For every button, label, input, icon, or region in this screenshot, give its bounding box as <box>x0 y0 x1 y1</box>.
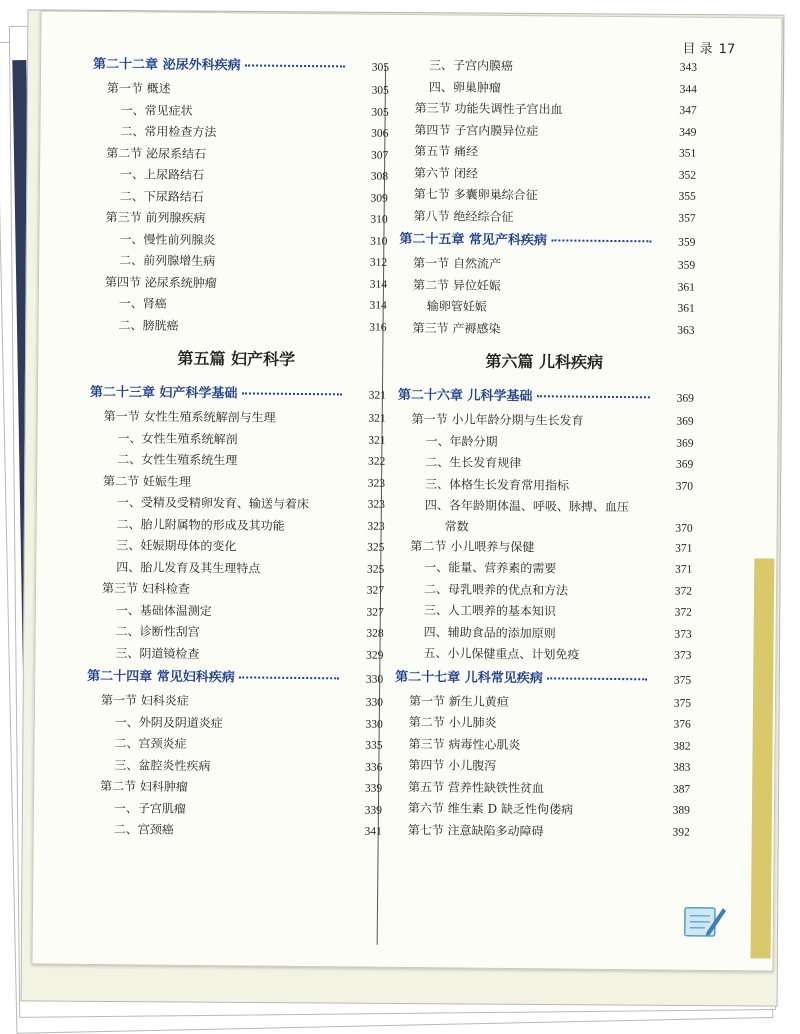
toc-section <box>86 406 386 430</box>
toc-page-number: 389 <box>672 804 691 817</box>
toc-item <box>397 76 697 100</box>
toc-page-number: 347 <box>679 104 697 117</box>
dotted-leader <box>242 378 342 395</box>
memo-pencil-icon <box>683 902 727 940</box>
toc-entry-title: 三、妊娠期母体的变化 <box>116 538 237 554</box>
toc-entry-title: 四、卵巢肿瘤 <box>428 79 501 95</box>
toc-page-number: 335 <box>365 739 383 752</box>
toc-section <box>390 776 690 800</box>
toc-section <box>89 78 389 102</box>
toc-entry-title: 第二节 妊娠生理 <box>103 473 191 489</box>
toc-entry-title: 第三节 妇科检查 <box>101 581 190 596</box>
dotted-leader <box>551 225 651 242</box>
toc-item <box>82 733 382 757</box>
toc-entry-title: 第四节 小儿腹泻 <box>408 758 497 773</box>
toc-page-number: 309 <box>370 192 388 205</box>
toc-item <box>83 711 383 735</box>
toc-entry-title: 第八节 绝经综合征 <box>413 208 514 224</box>
toc-page-number: 359 <box>677 259 696 272</box>
toc-entry-title: 第三节 产褥感染 <box>412 320 501 336</box>
toc-section <box>396 162 696 186</box>
toc-page-number: 375 <box>673 674 692 687</box>
toc-entry-title: 一、基础体温测定 <box>115 602 212 618</box>
toc-page-number: 310 <box>370 235 388 248</box>
toc-entry-title: 一、子宫肌瘤 <box>113 800 187 816</box>
toc-page-number: 306 <box>371 127 389 140</box>
toc-entry-title: 二、下尿路结石 <box>119 188 204 204</box>
toc-section <box>390 798 690 822</box>
toc-entry-title: 第二节 妇科肿瘤 <box>100 779 189 794</box>
toc-entry-title: 第一节 自然流产 <box>413 256 502 271</box>
toc-entry-title: 第五篇 妇产科学 <box>177 348 296 369</box>
toc-item <box>88 164 388 188</box>
toc-page-number: 369 <box>675 458 694 471</box>
toc-item <box>85 513 385 537</box>
toc-page-number: 328 <box>366 627 384 640</box>
toc-entry-title: 第二节 异位妊娠 <box>412 277 501 293</box>
toc-page-number: 327 <box>366 606 384 619</box>
toc-page-number: 321 <box>368 389 386 402</box>
toc-section <box>87 271 387 295</box>
toc-page <box>31 10 782 971</box>
toc-entry-title: 一、女性生殖系统解剖 <box>117 430 238 446</box>
toc-chapter <box>89 52 389 81</box>
toc-section <box>394 409 694 433</box>
toc-entry-title: 一、肾癌 <box>118 296 167 311</box>
toc-page-number: 373 <box>674 628 692 641</box>
toc-entry-title: 第二十二章 泌尿外科疾病 <box>93 56 241 74</box>
toc-section <box>390 755 690 779</box>
toc-entry-title: 一、慢性前列腺炎 <box>119 231 216 247</box>
toc-entry-title: 二、前列腺增生病 <box>119 253 216 269</box>
toc-page-number: 361 <box>677 302 695 315</box>
toc-section <box>392 535 692 559</box>
toc-page-number: 344 <box>679 83 697 96</box>
toc-item <box>84 621 384 645</box>
toc-page-number: 339 <box>364 782 383 795</box>
toc-entry-title: 第二十六章 儿科学基础 <box>397 387 533 405</box>
toc-page-number: 323 <box>367 477 386 490</box>
toc-chapter <box>391 664 691 693</box>
toc-section <box>391 712 691 736</box>
toc-entry-title: 一、上尿路结石 <box>119 167 205 183</box>
toc-entry-title: 第二十三章 妇产科学基础 <box>89 384 238 402</box>
toc-page-number: 339 <box>364 804 382 817</box>
toc-item <box>88 121 388 145</box>
toc-page-number: 351 <box>678 147 697 160</box>
toc-chapter <box>394 383 694 412</box>
toc-entry-title: 第二节 小儿肺炎 <box>408 715 497 730</box>
dotted-leader <box>239 662 339 679</box>
toc-page-number: 373 <box>674 649 692 662</box>
toc-entry-title: 一、外阴及阴道炎症 <box>114 714 223 730</box>
toc-entry-title: 第一节 新生儿黄疸 <box>408 693 509 709</box>
toc-entry-title: 常数 <box>444 518 469 534</box>
toc-item <box>87 228 387 252</box>
toc-section <box>396 119 696 143</box>
toc-entry-title: 二、诊断性刮宫 <box>115 624 200 640</box>
toc-page-number: 327 <box>366 584 385 597</box>
toc-item <box>89 99 389 123</box>
toc-item <box>392 557 692 581</box>
toc-page-number: 325 <box>367 541 385 554</box>
toc-entry-title: 四、辅助食品的添加原则 <box>423 624 556 640</box>
toc-item <box>393 430 693 454</box>
toc-entry-title: 第二节 泌尿系结石 <box>106 145 207 161</box>
toc-page-number: 310 <box>370 213 388 226</box>
toc-section <box>390 733 690 757</box>
toc-section <box>391 690 691 714</box>
toc-page-number: 307 <box>370 149 389 162</box>
toc-entry-title: 二、常用检查方法 <box>120 124 217 140</box>
toc-entry-title: 第六节 闭经 <box>413 165 478 181</box>
toc-entry-title: 第三节 病毒性心肌炎 <box>408 736 521 752</box>
toc-page-number: 316 <box>369 321 387 334</box>
toc-entry-title: 第七节 多囊卵巢综合征 <box>413 187 538 203</box>
toc-entry-title: 三、子宫内膜癌 <box>429 58 514 73</box>
toc-item <box>392 578 692 602</box>
toc-right-column <box>390 55 698 844</box>
toc-entry-title: 第四节 子宫内膜异位症 <box>414 122 539 138</box>
toc-entry-title: 第六节 维生素 D 缺乏性佝偻病 <box>407 801 574 817</box>
toc-page-number: 382 <box>673 740 691 753</box>
toc-page-number: 352 <box>678 169 697 182</box>
toc-entry-title: 第二十七章 儿科常见疾病 <box>395 669 543 686</box>
toc-entry-title: 第一节 妇科炎症 <box>100 693 189 708</box>
toc-item <box>395 296 695 320</box>
toc-section <box>397 98 697 122</box>
toc-page-number: 330 <box>365 696 384 709</box>
toc-entry-title: 第三节 前列腺疾病 <box>105 210 206 226</box>
toc-page-number: 361 <box>677 281 696 294</box>
toc-entry-title: 第四节 泌尿系统肿瘤 <box>104 274 217 290</box>
toc-page-number: 321 <box>368 434 386 447</box>
toc-entry-title: 一、受精及受精卵发育、输送与着床 <box>116 495 309 512</box>
toc-page-number: 369 <box>676 415 694 428</box>
toc-item <box>85 427 385 451</box>
toc-entry-title: 第二十四章 常见妇科疾病 <box>87 668 235 686</box>
toc-page-number: 321 <box>368 412 386 425</box>
toc-page-number: 372 <box>674 606 692 619</box>
toc-chapter <box>83 664 383 693</box>
toc-section <box>88 207 388 231</box>
toc-page-number: 371 <box>674 563 693 576</box>
toc-entry-title: 二、生长发育规律 <box>425 455 522 471</box>
header-label: 目 录 <box>682 41 713 57</box>
toc-entry-title: 三、阴道镜检查 <box>115 645 200 661</box>
page-header <box>682 38 735 58</box>
toc-item <box>86 314 386 338</box>
toc-part-heading <box>394 339 694 386</box>
toc-part-heading <box>86 336 386 383</box>
toc-section <box>396 184 696 208</box>
toc-page-number: 359 <box>678 236 696 249</box>
toc-section <box>84 578 384 602</box>
toc-item <box>87 293 387 317</box>
toc-page-number: 369 <box>676 392 694 405</box>
toc-page-number: 305 <box>371 84 389 97</box>
toc-item <box>82 797 382 821</box>
toc-entry-title: 一、常见症状 <box>120 102 193 118</box>
dotted-leader <box>547 663 647 680</box>
dotted-leader <box>537 381 650 398</box>
toc-page-number: 392 <box>672 826 690 839</box>
toc-entry-title: 第一节 女性生殖系统解剖与生理 <box>103 409 276 425</box>
toc-page-number: 343 <box>679 61 698 74</box>
toc-page-number: 323 <box>367 498 385 511</box>
toc-section <box>85 470 385 494</box>
toc-page-number: 375 <box>673 697 692 710</box>
toc-left-column <box>82 52 390 843</box>
toc-page-number: 372 <box>674 585 693 598</box>
toc-page-number: 363 <box>677 324 695 337</box>
toc-entry-title: 一、年龄分期 <box>425 433 498 449</box>
toc-page-number: 336 <box>365 761 383 774</box>
toc-entry-title: 第七节 注意缺陷多动障碍 <box>407 822 544 838</box>
toc-entry-title: 第三节 功能失调性子宫出血 <box>414 101 563 117</box>
toc-item <box>82 819 382 843</box>
toc-page-number: 330 <box>365 718 383 731</box>
toc-entry-title: 第六篇 儿科疾病 <box>485 351 604 372</box>
toc-item <box>393 473 693 497</box>
toc-section <box>83 690 383 714</box>
toc-page-number: 305 <box>371 61 390 74</box>
toc-page-number: 322 <box>367 455 386 468</box>
dotted-leader <box>245 50 345 67</box>
toc-page-number: 314 <box>369 278 388 291</box>
toc-page-number: 387 <box>672 783 691 796</box>
toc-section <box>390 819 690 843</box>
toc-item <box>397 55 697 79</box>
page-edge-tint <box>751 558 775 958</box>
toc-page-number: 357 <box>678 212 696 225</box>
toc-page-number: 323 <box>367 520 385 533</box>
toc-page-number: 314 <box>369 299 387 312</box>
toc-page-number: 369 <box>676 437 694 450</box>
toc-section <box>395 253 695 277</box>
toc-chapter <box>395 227 695 256</box>
toc-entry-title: 三、人工喂养的基本知识 <box>423 603 556 619</box>
toc-item <box>85 492 385 516</box>
toc-item <box>393 452 693 476</box>
toc-page-number: 308 <box>370 170 389 183</box>
toc-entry-title: 五、小儿保健重点、计划免疫 <box>423 646 580 662</box>
toc-page-number: 370 <box>675 480 694 493</box>
toc-entry-title: 四、各年龄期体温、呼吸、脉搏、血压 <box>424 498 629 515</box>
toc-page-number: 325 <box>366 563 385 576</box>
toc-section <box>396 141 696 165</box>
toc-section <box>88 142 388 166</box>
toc-section <box>82 776 382 800</box>
toc-page-number: 330 <box>365 673 384 686</box>
toc-entry-title: 四、胎儿发育及其生理特点 <box>116 559 261 576</box>
toc-page-number: 370 <box>675 522 693 535</box>
toc-page-number: 312 <box>369 256 388 269</box>
toc-page-number: 329 <box>366 649 384 662</box>
toc-item <box>84 535 384 559</box>
toc-item <box>392 600 692 624</box>
toc-entry-title: 第二十五章 常见产科疾病 <box>399 231 548 249</box>
toc-entry-title: 第五节 营养性缺铁性贫血 <box>408 779 545 795</box>
toc-entry-title: 三、体格生长发育常用指标 <box>425 476 570 493</box>
toc-entry-title: 第一节 概述 <box>106 81 171 96</box>
toc-entry-title: 二、宫颈炎症 <box>114 736 187 751</box>
toc-entry-title: 二、女性生殖系统生理 <box>117 452 238 468</box>
toc-entry-title: 输卵管妊娠 <box>426 299 487 314</box>
toc-page-number: 355 <box>678 190 696 203</box>
toc-entry-title: 二、母乳喂养的优点和方法 <box>423 581 569 598</box>
page-number: 17 <box>718 41 736 58</box>
toc-page-number: 383 <box>673 761 691 774</box>
toc-item <box>84 599 384 623</box>
toc-item <box>88 185 388 209</box>
toc-page-number: 341 <box>364 825 382 838</box>
toc-item <box>82 754 382 778</box>
toc-page-number: 371 <box>675 542 693 555</box>
toc-item <box>393 495 693 519</box>
toc-chapter <box>86 380 386 409</box>
toc-entry-title: 三、盆腔炎性疾病 <box>114 757 211 773</box>
toc-entry-title: 二、膀胱癌 <box>118 317 179 333</box>
toc-page-number: 349 <box>679 126 697 139</box>
toc-entry-title: 二、胎儿附属物的形成及其功能 <box>116 516 285 533</box>
toc-entry-title: 一、能量、营养素的需要 <box>424 560 557 576</box>
toc-section <box>394 317 694 341</box>
toc-entry-title: 第一节 小儿年龄分期与生长发育 <box>411 412 584 428</box>
toc-section <box>395 274 695 298</box>
toc-item <box>392 621 692 645</box>
toc-item <box>84 556 384 580</box>
toc-entry-title: 第五节 痛经 <box>414 144 479 159</box>
toc-entry-title: 二、宫颈癌 <box>113 822 174 837</box>
toc-page-number: 305 <box>371 106 389 119</box>
toc-item <box>87 250 387 274</box>
toc-item <box>85 449 385 473</box>
toc-entry-title: 第二节 小儿喂养与保健 <box>410 538 535 554</box>
toc-page-number: 376 <box>673 718 691 731</box>
